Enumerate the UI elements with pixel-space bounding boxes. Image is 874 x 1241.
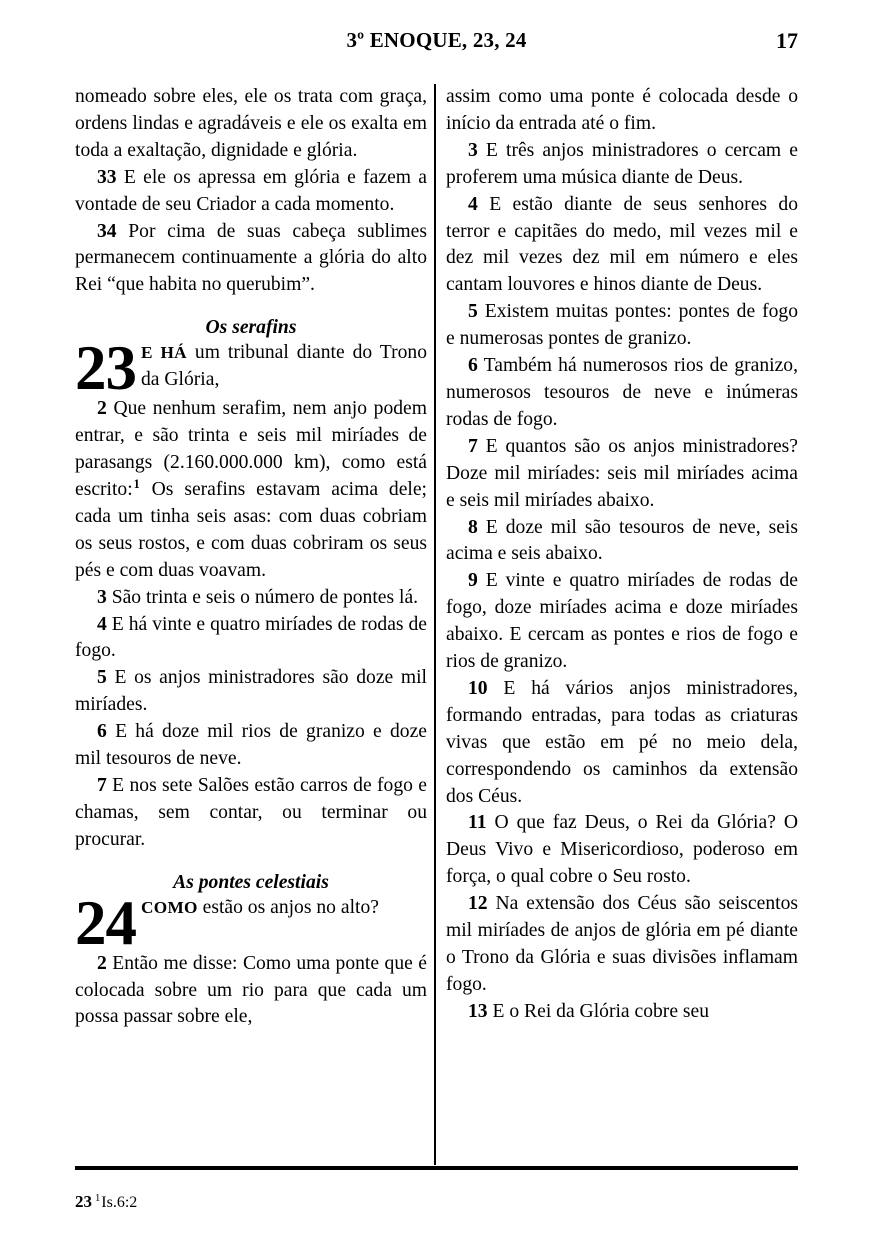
verse-text: E o Rei da Glória cobre seu bbox=[492, 1000, 710, 1022]
verse-number: 3 bbox=[97, 586, 107, 608]
paragraph-text: assim como uma ponte é colocada desde o início da entrada até o fim. bbox=[446, 86, 798, 134]
chapter-opener bbox=[75, 333, 428, 404]
verse-paragraph bbox=[446, 192, 798, 300]
verse-paragraph bbox=[75, 719, 427, 773]
verse-number: 11 bbox=[468, 812, 487, 834]
footnote-chapter: 23 bbox=[75, 1192, 92, 1211]
verse-number: 7 bbox=[468, 435, 478, 457]
verse-number: 6 bbox=[97, 721, 107, 743]
chapter-number-dropcap: 23 bbox=[75, 333, 136, 404]
footnote-marker[interactable]: 1 bbox=[133, 477, 140, 492]
verse-text: E vinte e quatro miríades de rodas de fogo, doze miríades acima e doze miríades abaixo. E cercam as pontes e rios de fogo e rios de granizo. bbox=[446, 570, 798, 673]
opening-smallcaps: E HÁ bbox=[141, 343, 187, 363]
verse-text: E ele os apressa em glória e fazem a vontade de seu Criador a cada momento. bbox=[75, 166, 427, 215]
verse-number: 6 bbox=[468, 355, 478, 377]
footnote-separator-rule bbox=[75, 1166, 798, 1170]
verse-text: E há vários anjos ministradores, formando entradas, para todas as criaturas vivas que estão em pé no meio dela, correspondendo os caminhos da extensão dos Céus. bbox=[446, 677, 798, 807]
verse-text: E quantos são os anjos ministradores? Doze mil miríades: seis mil miríades acima e seis mil miríades abaixo. bbox=[446, 435, 798, 511]
verse-paragraph bbox=[446, 353, 798, 434]
verse-paragraph bbox=[446, 810, 798, 891]
footnote-reference[interactable]: Is.6:2 bbox=[101, 1194, 138, 1211]
opening-smallcaps: COMO bbox=[141, 897, 198, 917]
verse-text: E três anjos ministradores o cercam e proferem uma música diante de Deus. bbox=[446, 139, 798, 188]
paragraph-continuation bbox=[75, 84, 427, 165]
chapter-opener bbox=[75, 887, 427, 958]
verse-number: 3 bbox=[468, 139, 478, 161]
verse-text: E há doze mil rios de granizo e doze mil tesouros de neve. bbox=[75, 721, 427, 770]
paragraph-text: nomeado sobre eles, ele os trata com graça, ordens lindas e agradáveis e ele os exalta em toda a exaltação, dignidade e glória. bbox=[75, 86, 427, 161]
verse-paragraph bbox=[446, 434, 798, 515]
verse-number: 8 bbox=[468, 516, 478, 538]
verse-text-after-note: Os serafins estavam acima dele; cada um tinha seis asas: com duas cobriam os seus rostos, e com duas cobriram os seus pés e com duas voavam. bbox=[75, 478, 427, 581]
verse-number: 5 bbox=[97, 667, 107, 689]
verse-number: 4 bbox=[97, 613, 107, 635]
verse-text: E doze mil são tesouros de neve, seis acima e seis abaixo. bbox=[446, 516, 798, 565]
verse-paragraph bbox=[446, 891, 798, 999]
verse-paragraph bbox=[446, 999, 798, 1026]
verse-paragraph bbox=[75, 773, 427, 854]
footnote bbox=[75, 1192, 137, 1213]
verse-number: 34 bbox=[97, 220, 117, 242]
verse-number: 4 bbox=[468, 193, 478, 215]
right-column bbox=[446, 84, 798, 1164]
verse-text: Por cima de suas cabeça sublimes permanecem continuamente a glória do alto Rei “que habita no querubim”. bbox=[75, 220, 427, 296]
verse-paragraph bbox=[75, 665, 427, 719]
verse-number: 33 bbox=[97, 166, 117, 188]
section-heading: Os serafins bbox=[205, 317, 297, 339]
verse-number: 5 bbox=[468, 301, 478, 323]
verse-number: 9 bbox=[468, 570, 478, 592]
verse-number: 10 bbox=[468, 677, 488, 699]
left-column bbox=[75, 84, 427, 1164]
page-title: 3º ENOQUE, 23, 24 bbox=[346, 28, 527, 52]
column-divider-rule bbox=[434, 84, 436, 1165]
verse-text: E há vinte e quatro miríades de rodas de fogo. bbox=[75, 613, 427, 662]
section-heading: As pontes celestiais bbox=[173, 871, 329, 893]
verse-paragraph bbox=[446, 568, 798, 676]
verse-text: Também há numerosos rios de granizo, numerosos tesouros de neve e inúmeras rodas de fogo. bbox=[446, 355, 798, 430]
verse-text: Então me disse: Como uma ponte que é colocada sobre um rio para que cada um possa passar sobre ele, bbox=[75, 952, 428, 1028]
verse-paragraph bbox=[446, 138, 798, 192]
running-head bbox=[75, 28, 798, 56]
chapter-number-dropcap: 24 bbox=[75, 887, 136, 958]
footnote-marker-number: 1 bbox=[95, 1193, 101, 1205]
verse-paragraph bbox=[75, 165, 427, 219]
verse-paragraph bbox=[75, 396, 427, 584]
verse-paragraph bbox=[446, 299, 798, 353]
verse-text-before-note: Que nenhum serafim, nem anjo podem entrar, e são trinta e seis mil miríades de parasangs (2.160.000.000 km), como está escrito: bbox=[75, 398, 427, 500]
paragraph-continuation bbox=[446, 84, 798, 138]
verse-paragraph bbox=[446, 515, 798, 569]
verse-paragraph bbox=[446, 676, 798, 811]
opening-text: estão os anjos no alto? bbox=[202, 896, 379, 918]
verse-number: 2 bbox=[97, 952, 107, 974]
verse-text: O que faz Deus, o Rei da Glória? O Deus Vivo e Misericordioso, poderoso em força, o qual cobre o Seu rosto. bbox=[446, 812, 798, 888]
verse-text: São trinta e seis o número de pontes lá. bbox=[111, 586, 419, 608]
verse-number: 7 bbox=[97, 774, 107, 796]
text-body bbox=[75, 84, 798, 1164]
verse-text: E os anjos ministradores são doze mil miríades. bbox=[75, 667, 427, 716]
verse-paragraph bbox=[75, 612, 427, 666]
verse-number: 13 bbox=[468, 1000, 488, 1022]
opening-text: um tribunal diante do Trono da Glória, bbox=[141, 342, 428, 391]
page-number: 17 bbox=[776, 28, 798, 53]
verse-paragraph bbox=[75, 585, 427, 612]
verse-number: 2 bbox=[97, 398, 107, 420]
verse-text: E estão diante de seus senhores do terror e capitães do medo, mil vezes mil e dez mil vezes dez mil em número e eles cantam louvores e hinos diante de Deus. bbox=[446, 193, 798, 296]
verse-paragraph bbox=[75, 219, 427, 300]
verse-text: E nos sete Salões estão carros de fogo e chamas, sem contar, ou terminar ou procurar. bbox=[75, 774, 427, 850]
verse-text: Na extensão dos Céus são seiscentos mil miríades de anjos de glória em pé diante o Trono da Glória e suas divisões inflamam fogo. bbox=[446, 893, 798, 995]
verse-number: 12 bbox=[468, 893, 488, 915]
verse-paragraph bbox=[75, 951, 427, 1032]
verse-text: Existem muitas pontes: pontes de fogo e numerosas pontes de granizo. bbox=[446, 301, 798, 350]
